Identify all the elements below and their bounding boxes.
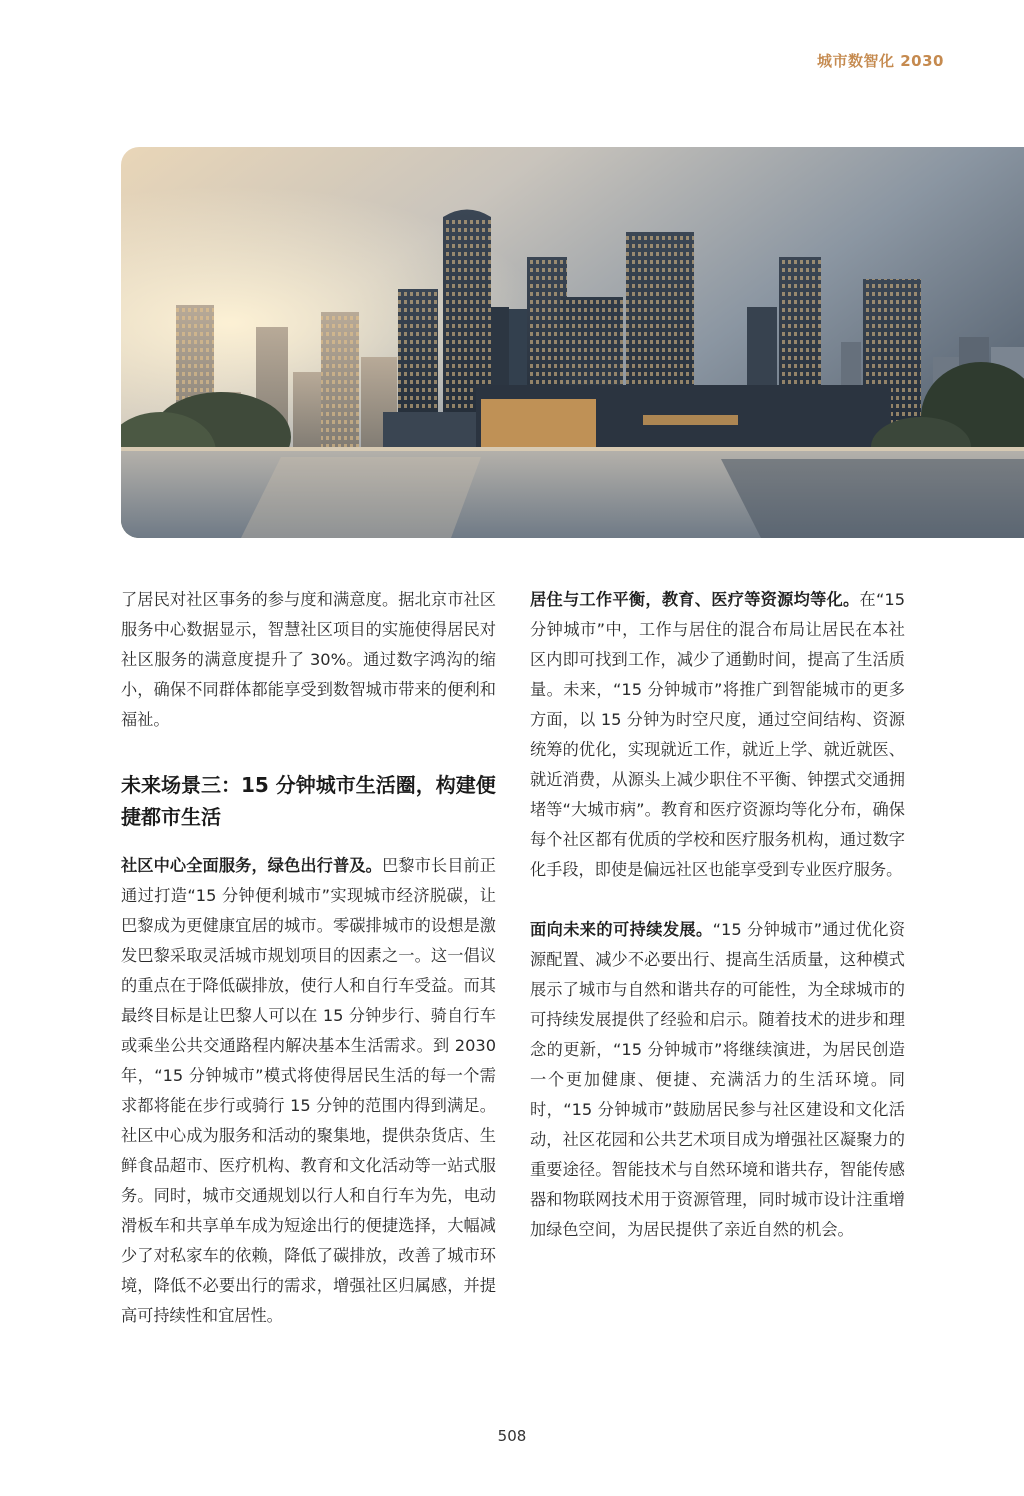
right-paragraph-1-lead: 居住与工作平衡，教育、医疗等资源均等化。 bbox=[530, 590, 860, 609]
hero-image bbox=[121, 147, 1024, 538]
right-paragraph-1-body: 在“15 分钟城市”中，工作与居住的混合布局让居民在本社区内即可找到工作，减少了通勤时间，提高了生活质量。未来，“15 分钟城市”将推广到智能城市的更多方面，以 15 分钟为时空尺度，通过空间结构、资源统筹的优化，实现就近工作，就近上学、就近就医、就近消费，从源头上减少职住不平衡、钟摆式交通拥堵等“大城市病”。教育和医疗资源均等化分布，确保每个社区都有优质的学校和医疗服务机构，通过数字化手段，即使是偏远社区也能享受到专业医疗服务。 bbox=[530, 590, 906, 879]
left-column bbox=[121, 585, 496, 1331]
paragraph-gap bbox=[530, 885, 905, 915]
right-column bbox=[530, 585, 905, 1245]
right-paragraph-1 bbox=[530, 585, 905, 885]
section-heading: 未来场景三：15 分钟城市生活圈，构建便捷都市生活 bbox=[121, 773, 496, 829]
right-paragraph-2 bbox=[530, 915, 905, 1245]
left-paragraph-2-body: 巴黎市长目前正通过打造“15 分钟便利城市”实现城市经济脱碳，让巴黎成为更健康宜居的城市。零碳排城市的设想是激发巴黎采取灵活城市规划项目的因素之一。这一倡议的重点在于降低碳排放，使行人和自行车受益。而其最终目标是让巴黎人可以在 15 分钟步行、骑自行车或乘坐公共交通路程内解决基本生活需求。到 2030 年，“15 分钟城市”模式将使得居民生活的每一个需求都将能在步行或骑行 15 分钟的范围内得到满足。社区中心成为服务和活动的聚集地，提供杂货店、生鲜食品超市、医疗机构、教育和文化活动等一站式服务。同时，城市交通规划以行人和自行车为先，电动滑板车和共享单车成为短途出行的便捷选择，大幅减少了对私家车的依赖，降低了碳排放，改善了城市环境，降低不必要出行的需求，增强社区归属感，并提高可持续性和宜居性。 bbox=[121, 856, 496, 1325]
city-skyline-photo-icon bbox=[121, 147, 1024, 538]
left-paragraph-1: 了居民对社区事务的参与度和满意度。据北京市社区服务中心数据显示，智慧社区项目的实施使得居民对社区服务的满意度提升了 30%。通过数字鸿沟的缩小，确保不同群体都能享受到数智城市带来的便利和福祉。 bbox=[121, 590, 496, 729]
page-number: 508 bbox=[497, 1427, 527, 1445]
right-paragraph-2-lead: 面向未来的可持续发展。 bbox=[530, 920, 713, 939]
left-paragraph-2-lead: 社区中心全面服务，绿色出行普及。 bbox=[121, 856, 382, 875]
left-paragraph-2 bbox=[121, 851, 496, 1331]
right-paragraph-2-body: “15 分钟城市”通过优化资源配置、减少不必要出行、提高生活质量，这种模式展示了城市与自然和谐共存的可能性，为全球城市的可持续发展提供了经验和启示。随着技术的进步和理念的更新，“15 分钟城市”将继续演进，为居民创造一个更加健康、便捷、充满活力的生活环境。同时，“15 分钟城市”鼓励居民参与社区建设和文化活动，社区花园和公共艺术项目成为增强社区凝聚力的重要途径。智能技术与自然环境和谐共存，智能传感器和物联网技术用于资源管理，同时城市设计注重增加绿色空间，为居民提供了亲近自然的机会。 bbox=[530, 920, 906, 1239]
header-brand: 城市数智化 2030 bbox=[817, 52, 944, 70]
